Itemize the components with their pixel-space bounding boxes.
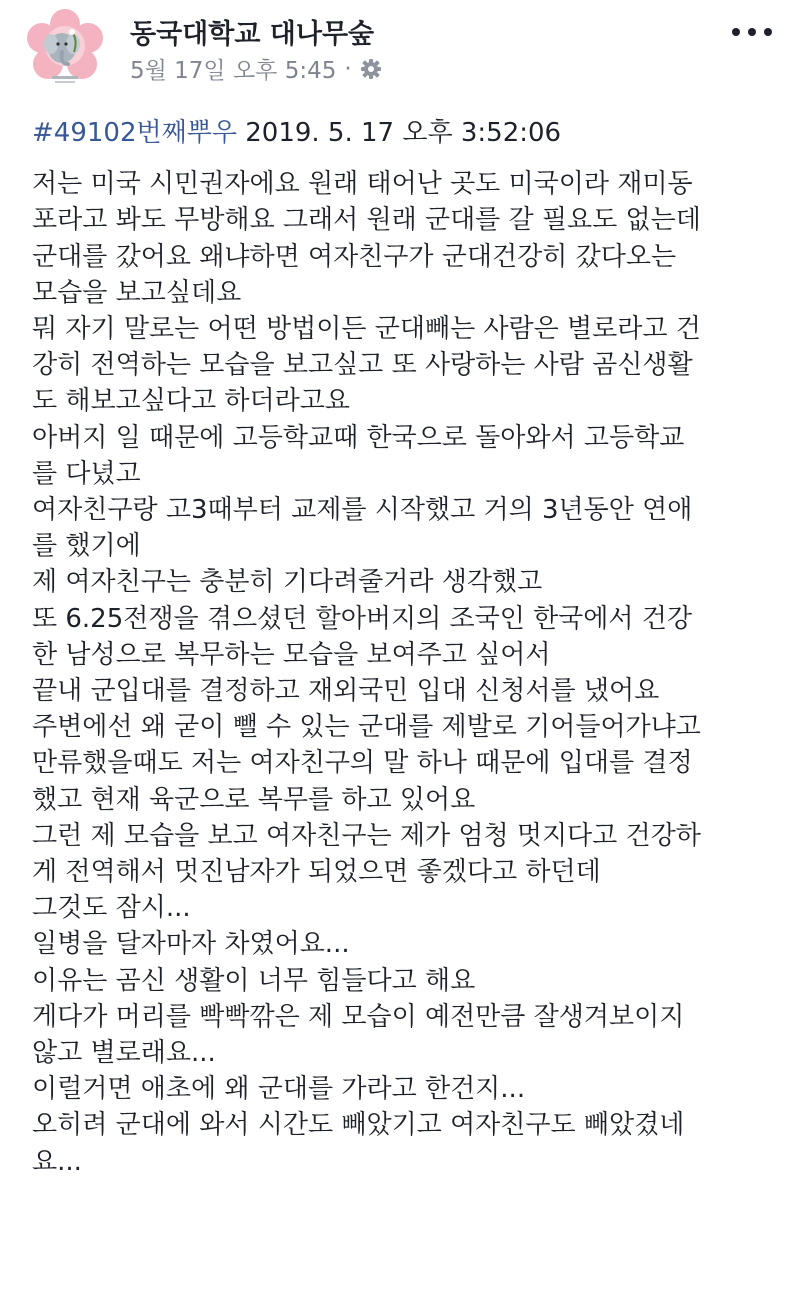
post-header bbox=[0, 0, 800, 95]
post-text-line: 도 해보고싶다고 하더라고요 bbox=[32, 386, 350, 417]
page-name-link[interactable]: 동국대학교 대나무숲 bbox=[130, 19, 375, 50]
post-title-line bbox=[32, 115, 782, 151]
post-text-line: 그런 제 모습을 보고 여자친구는 제가 엄청 멋지다고 건강하 bbox=[32, 820, 701, 851]
post-text-line: 주변에선 왜 굳이 뺄 수 있는 군대를 제발로 기어들어가냐고 bbox=[32, 712, 701, 743]
post-text-line: 저는 미국 시민권자에요 원래 태어난 곳도 미국이라 재미동 bbox=[32, 169, 693, 200]
post-text-line: 포라고 봐도 무방해요 그래서 원래 군대를 갈 필요도 없는데 bbox=[32, 205, 701, 236]
post-text bbox=[32, 166, 782, 1180]
post-text-line: 이유는 곰신 생활이 너무 힘들다고 해요 bbox=[32, 965, 476, 996]
post-datetime: 2019. 5. 17 오후 3:52:06 bbox=[245, 118, 562, 148]
elephant-flower-logo bbox=[22, 6, 108, 92]
post-body bbox=[32, 110, 782, 1180]
more-dot bbox=[732, 28, 740, 36]
gear-icon[interactable] bbox=[360, 58, 382, 80]
post-text-line: 를 했기에 bbox=[32, 531, 141, 562]
page-avatar[interactable] bbox=[22, 6, 108, 92]
post-text-line: 요... bbox=[32, 1146, 82, 1177]
meta-separator: · bbox=[344, 55, 352, 82]
post-text-line: 오히려 군대에 와서 시간도 빼았기고 여자친구도 빼았겼네 bbox=[32, 1110, 685, 1141]
post-text-line: 아버지 일 때문에 고등학교때 한국으로 돌아와서 고등학교 bbox=[32, 422, 685, 453]
more-options-icon[interactable] bbox=[732, 20, 772, 44]
post-text-line: 그것도 잠시... bbox=[32, 893, 191, 924]
post-text-line: 군대를 갔어요 왜냐하면 여자친구가 군대건강히 갔다오는 bbox=[32, 241, 677, 272]
post-text-line: 또 6.25전쟁을 겪으셨던 할아버지의 조국인 한국에서 건강 bbox=[32, 603, 693, 634]
post-text-line: 를 다녔고 bbox=[32, 458, 141, 489]
post-text-line: 끝내 군입대를 결정하고 재외국민 입대 신청서를 냈어요 bbox=[32, 676, 660, 707]
post-text-line: 뭐 자기 말로는 어떤 방법이든 군대빼는 사람은 별로라고 건 bbox=[32, 314, 701, 345]
post-text-line: 했고 현재 육군으로 복무를 하고 있어요 bbox=[32, 784, 476, 815]
post-text-line: 만류했을때도 저는 여자친구의 말 하나 때문에 입대를 결정 bbox=[32, 748, 693, 779]
post-text-line: 게 전역해서 멋진남자가 되었으면 좋겠다고 하던데 bbox=[32, 857, 601, 888]
post-text-line: 강히 전역하는 모습을 보고싶고 또 사랑하는 사람 곰신생활 bbox=[32, 350, 693, 381]
post-text-line: 일병을 달자마자 차였어요... bbox=[32, 929, 350, 960]
post-text-line: 한 남성으로 복무하는 모습을 보여주고 싶어서 bbox=[32, 639, 551, 670]
post-meta bbox=[130, 52, 382, 85]
post-timestamp[interactable]: 5월 17일 오후 5:45 bbox=[130, 58, 337, 84]
post-hashtag[interactable]: #49102번째뿌우 bbox=[32, 118, 237, 148]
post-text-line: 이럴거면 애초에 왜 군대를 가라고 한건지... bbox=[32, 1074, 526, 1105]
more-dot bbox=[748, 28, 756, 36]
post-text-line: 모습을 보고싶데요 bbox=[32, 277, 242, 308]
post-text-line: 게다가 머리를 빡빡깎은 제 모습이 예전만큼 잘생겨보이지 bbox=[32, 1001, 685, 1032]
post-text-line: 여자친구랑 고3때부터 교제를 시작했고 거의 3년동안 연애 bbox=[32, 495, 693, 526]
post-text-line: 않고 별로래요... bbox=[32, 1038, 216, 1069]
post-text-line: 제 여자친구는 충분히 기다려줄거라 생각했고 bbox=[32, 567, 543, 598]
more-dot bbox=[764, 28, 772, 36]
